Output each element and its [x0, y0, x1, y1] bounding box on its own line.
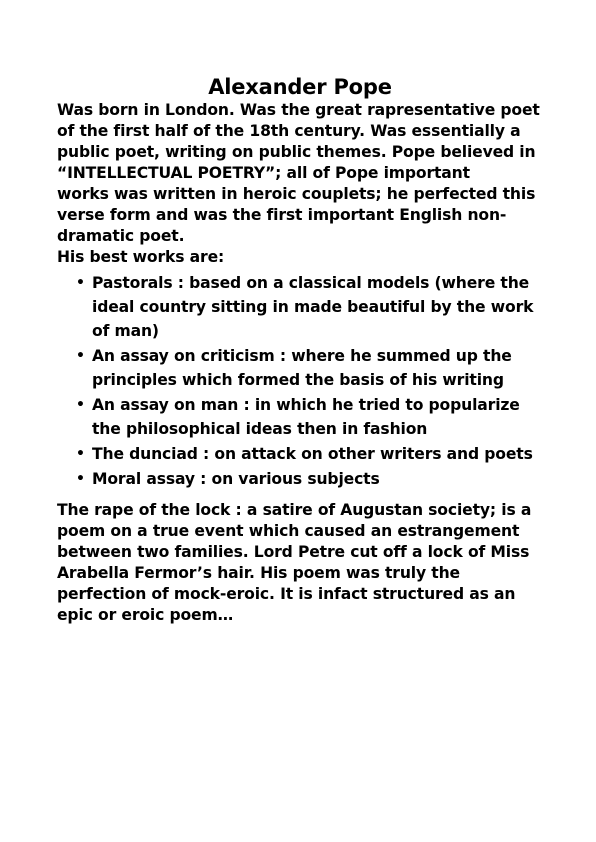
intro-line: Was born in London. Was the great rapresentative poet — [57, 101, 540, 119]
list-item — [76, 344, 543, 393]
list-item-line: ideal country sitting in made beautiful by the work — [92, 298, 534, 316]
closing-line: epic or eroic poem… — [57, 606, 234, 624]
closing-line: perfection of mock-eroic. It is infact structured as an — [57, 585, 516, 603]
bullet-icon: • — [76, 348, 85, 364]
intro-line: verse form and was the first important English non- — [57, 206, 507, 224]
list-item-line: principles which formed the basis of his writing — [92, 371, 504, 389]
bullet-icon: • — [76, 446, 85, 462]
list-item-line: of man) — [92, 322, 159, 340]
intro-line: of the first half of the 18th century. Was essentially a — [57, 122, 521, 140]
intro-line: works was written in heroic couplets; he perfected this — [57, 185, 536, 203]
intro-paragraph — [57, 100, 543, 247]
intro-line: public poet, writing on public themes. Pope believed in — [57, 143, 536, 161]
list-item — [76, 393, 543, 442]
list-item-line: the philosophical ideas then in fashion — [92, 420, 428, 438]
list-item-line: An assay on man : in which he tried to popularize — [92, 396, 520, 414]
page-title: Alexander Pope — [208, 75, 392, 99]
closing-line: The rape of the lock : a satire of Augustan society; is a — [57, 501, 532, 519]
closing-line: poem on a true event which caused an estrangement — [57, 522, 520, 540]
list-item-line: Pastorals : based on a classical models (where the — [92, 274, 530, 292]
bullet-icon: • — [76, 275, 85, 291]
closing-line: between two families. Lord Petre cut off a lock of Miss — [57, 543, 530, 561]
bullet-icon: • — [76, 471, 85, 487]
list-item — [76, 467, 543, 492]
bullet-icon: • — [76, 397, 85, 413]
closing-line: Arabella Fermor’s hair. His poem was truly the — [57, 564, 460, 582]
list-item-line: An assay on criticism : where he summed up the — [92, 347, 512, 365]
closing-paragraph — [57, 500, 543, 626]
intro-line: dramatic poet. — [57, 227, 185, 245]
intro-line: “INTELLECTUAL POETRY”; all of Pope important — [57, 164, 470, 182]
works-heading: His best works are: — [57, 248, 225, 266]
list-item-line: The dunciad : on attack on other writers and poets — [92, 445, 533, 463]
works-list — [57, 271, 543, 492]
list-item — [76, 442, 543, 467]
list-item — [76, 271, 543, 344]
document-content — [57, 74, 543, 626]
list-item-line: Moral assay : on various subjects — [92, 470, 380, 488]
